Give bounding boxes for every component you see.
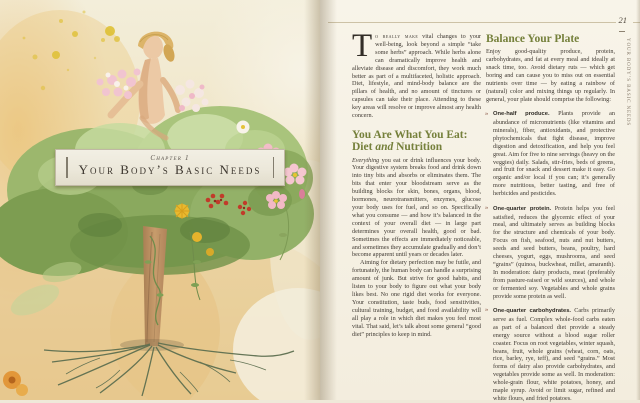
italic-lead-word: Everything	[352, 156, 380, 164]
bullet-icon: »	[485, 109, 489, 117]
gutter-shadow-right	[320, 0, 337, 400]
heading-line2: Diet	[352, 141, 376, 154]
running-header-tick	[619, 31, 625, 32]
chapter-title: Your Body’s Basic Needs	[78, 162, 262, 177]
banner-tick-right	[273, 157, 275, 178]
left-page	[0, 0, 320, 400]
text-column-2	[486, 33, 615, 403]
tree-woman-illustration	[0, 0, 320, 400]
section-heading-diet	[352, 129, 481, 154]
small-caps-lead: o really make	[375, 33, 419, 40]
list-item-carbohydrates	[486, 307, 615, 403]
paragraph-text: you eat or drink influences your body. Your digestive system breaks food and drink down into tiny bits and absorbs or eliminates them. The bits that enter your bloodstream serve as the building blocks for skin, bones, organs, blood, hormones, neurotransmitters, enzymes, glucose your body uses for fuel, and so on. Specifically what you consume — and how it’s balanced in the context of your overall diet — in large part determines your overall health, good or bad. Sometimes the effects are immediately noticeable, and sometimes they accumulate gradually and don’t become apparent until years or decades later.	[352, 156, 481, 259]
list-item-protein	[486, 205, 615, 301]
section-heading-plate: Balance Your Plate	[486, 33, 580, 45]
chapter-label: Chapter 1	[150, 154, 190, 162]
intro-paragraph: Enjoy good-quality produce, protein, carbohydrates, and fat at every meal and ideally at snack time, too. Avoid dietary ruts — which get boring and can cause you to miss out on essential nutrients over time — by eating a rainbow of (natural) color and mixing things up regularly. In general, your plate should comprise the following:	[486, 48, 615, 103]
intro-paragraph	[352, 28, 481, 120]
body-paragraph	[352, 157, 481, 260]
drop-cap: T	[352, 28, 373, 64]
bullet-icon: »	[485, 306, 489, 314]
bullet-lead: One-half produce.	[493, 111, 550, 118]
heading-line1: You Are What You Eat:	[352, 128, 468, 141]
gutter-shadow-left	[304, 0, 320, 400]
list-item-produce	[486, 110, 615, 198]
paragraph-text: vital changes to your well-being, look beyond a simple “take some herbs” approach. While herbs alone can dramatically improve health and alleviate disease and discomfort, they work much better as part of a multifaceted, holistic approach. Diet, lifestyle, and mind-body balance are the pillars of health, and no amount of tinctures or capsules can take their place. Attending to these key areas will resolve or improve almost any health concern.	[352, 33, 481, 120]
bullet-text: Plants provide an abundance of micronutrients (like vitamins and minerals), fiber, antioxidants, and protective phytochemicals that fight disease, improve digestion and detoxification, and help you feel great. Aim for five to nine servings (heavy on the veggies) daily. Salads, stir-fries, beds of greens, and fruit for snack and dessert make it easy. Go organic and/or local if you can; it’s generally more nutritious, better tasting, and free of herbicides and pesticides.	[493, 110, 615, 198]
body-paragraph: Aiming for dietary perfection may be futile, and fortunately, the human body can handle a surprising amount of junk. But strive for good habits, and listen to your body to figure out what your body likes best. No one rigid diet works for everyone. Your constitution, taste buds, food sensitivities, cultural training, budget, and food availability will all play a role in which diet makes you feel most vital. That said, let’s talk about some general “good diet” principles to keep in mind.	[352, 259, 481, 338]
right-page	[320, 0, 640, 400]
bullet-text: Carbs primarily serve as fuel. Complex whole-food carbs eaten as part of a balanced diet provide a steady energy source without a blood sugar roller coaster. Focus on root vegetables, winter squash, beans, fruit, whole grains (wheat, corn, oats, rice, barley, rye, teff), and seed “grains.” Most forms of dairy also provide carbohydrates, and vegetables provide some as well. In moderation: whole-grain flour, white potatoes, honey, and maple syrup. Avoid or limit sugar, refined and white flours, and fried potatoes.	[493, 306, 615, 402]
banner-tick-left	[66, 157, 68, 178]
running-header: YOUR BODY’S BASIC NEEDS	[625, 38, 630, 127]
text-column-1	[352, 28, 481, 338]
bullet-icon: »	[485, 204, 489, 212]
heading-line2-end: Nutrition	[393, 141, 443, 154]
page-number: 21	[618, 15, 627, 25]
page-edge	[636, 0, 640, 400]
chapter-banner	[55, 149, 285, 186]
bullet-text: Protein helps you feel satisfied, reduces the glycemic effect of your meal, and ultimately serves as building blocks for the structure and chemicals of your body. Focus on fish, seafood, nuts and nut butters, seeds and seed butters, beans, poultry, hard cheeses, yogurt, eggs, mushrooms, and seed “grains” (quinoa, buckwheat, millet, amaranth). In moderation: dairy products, meat (preferably from pasture-raised or wild sources), and whole or fermented soy. Vegetables and whole grains provide some protein as well.	[493, 204, 615, 300]
bullet-lead: One-quarter carbohydrates.	[493, 307, 572, 314]
heading-italic-word: and	[375, 141, 394, 154]
header-rule	[328, 22, 616, 23]
bullet-lead: One-quarter protein.	[493, 205, 552, 212]
